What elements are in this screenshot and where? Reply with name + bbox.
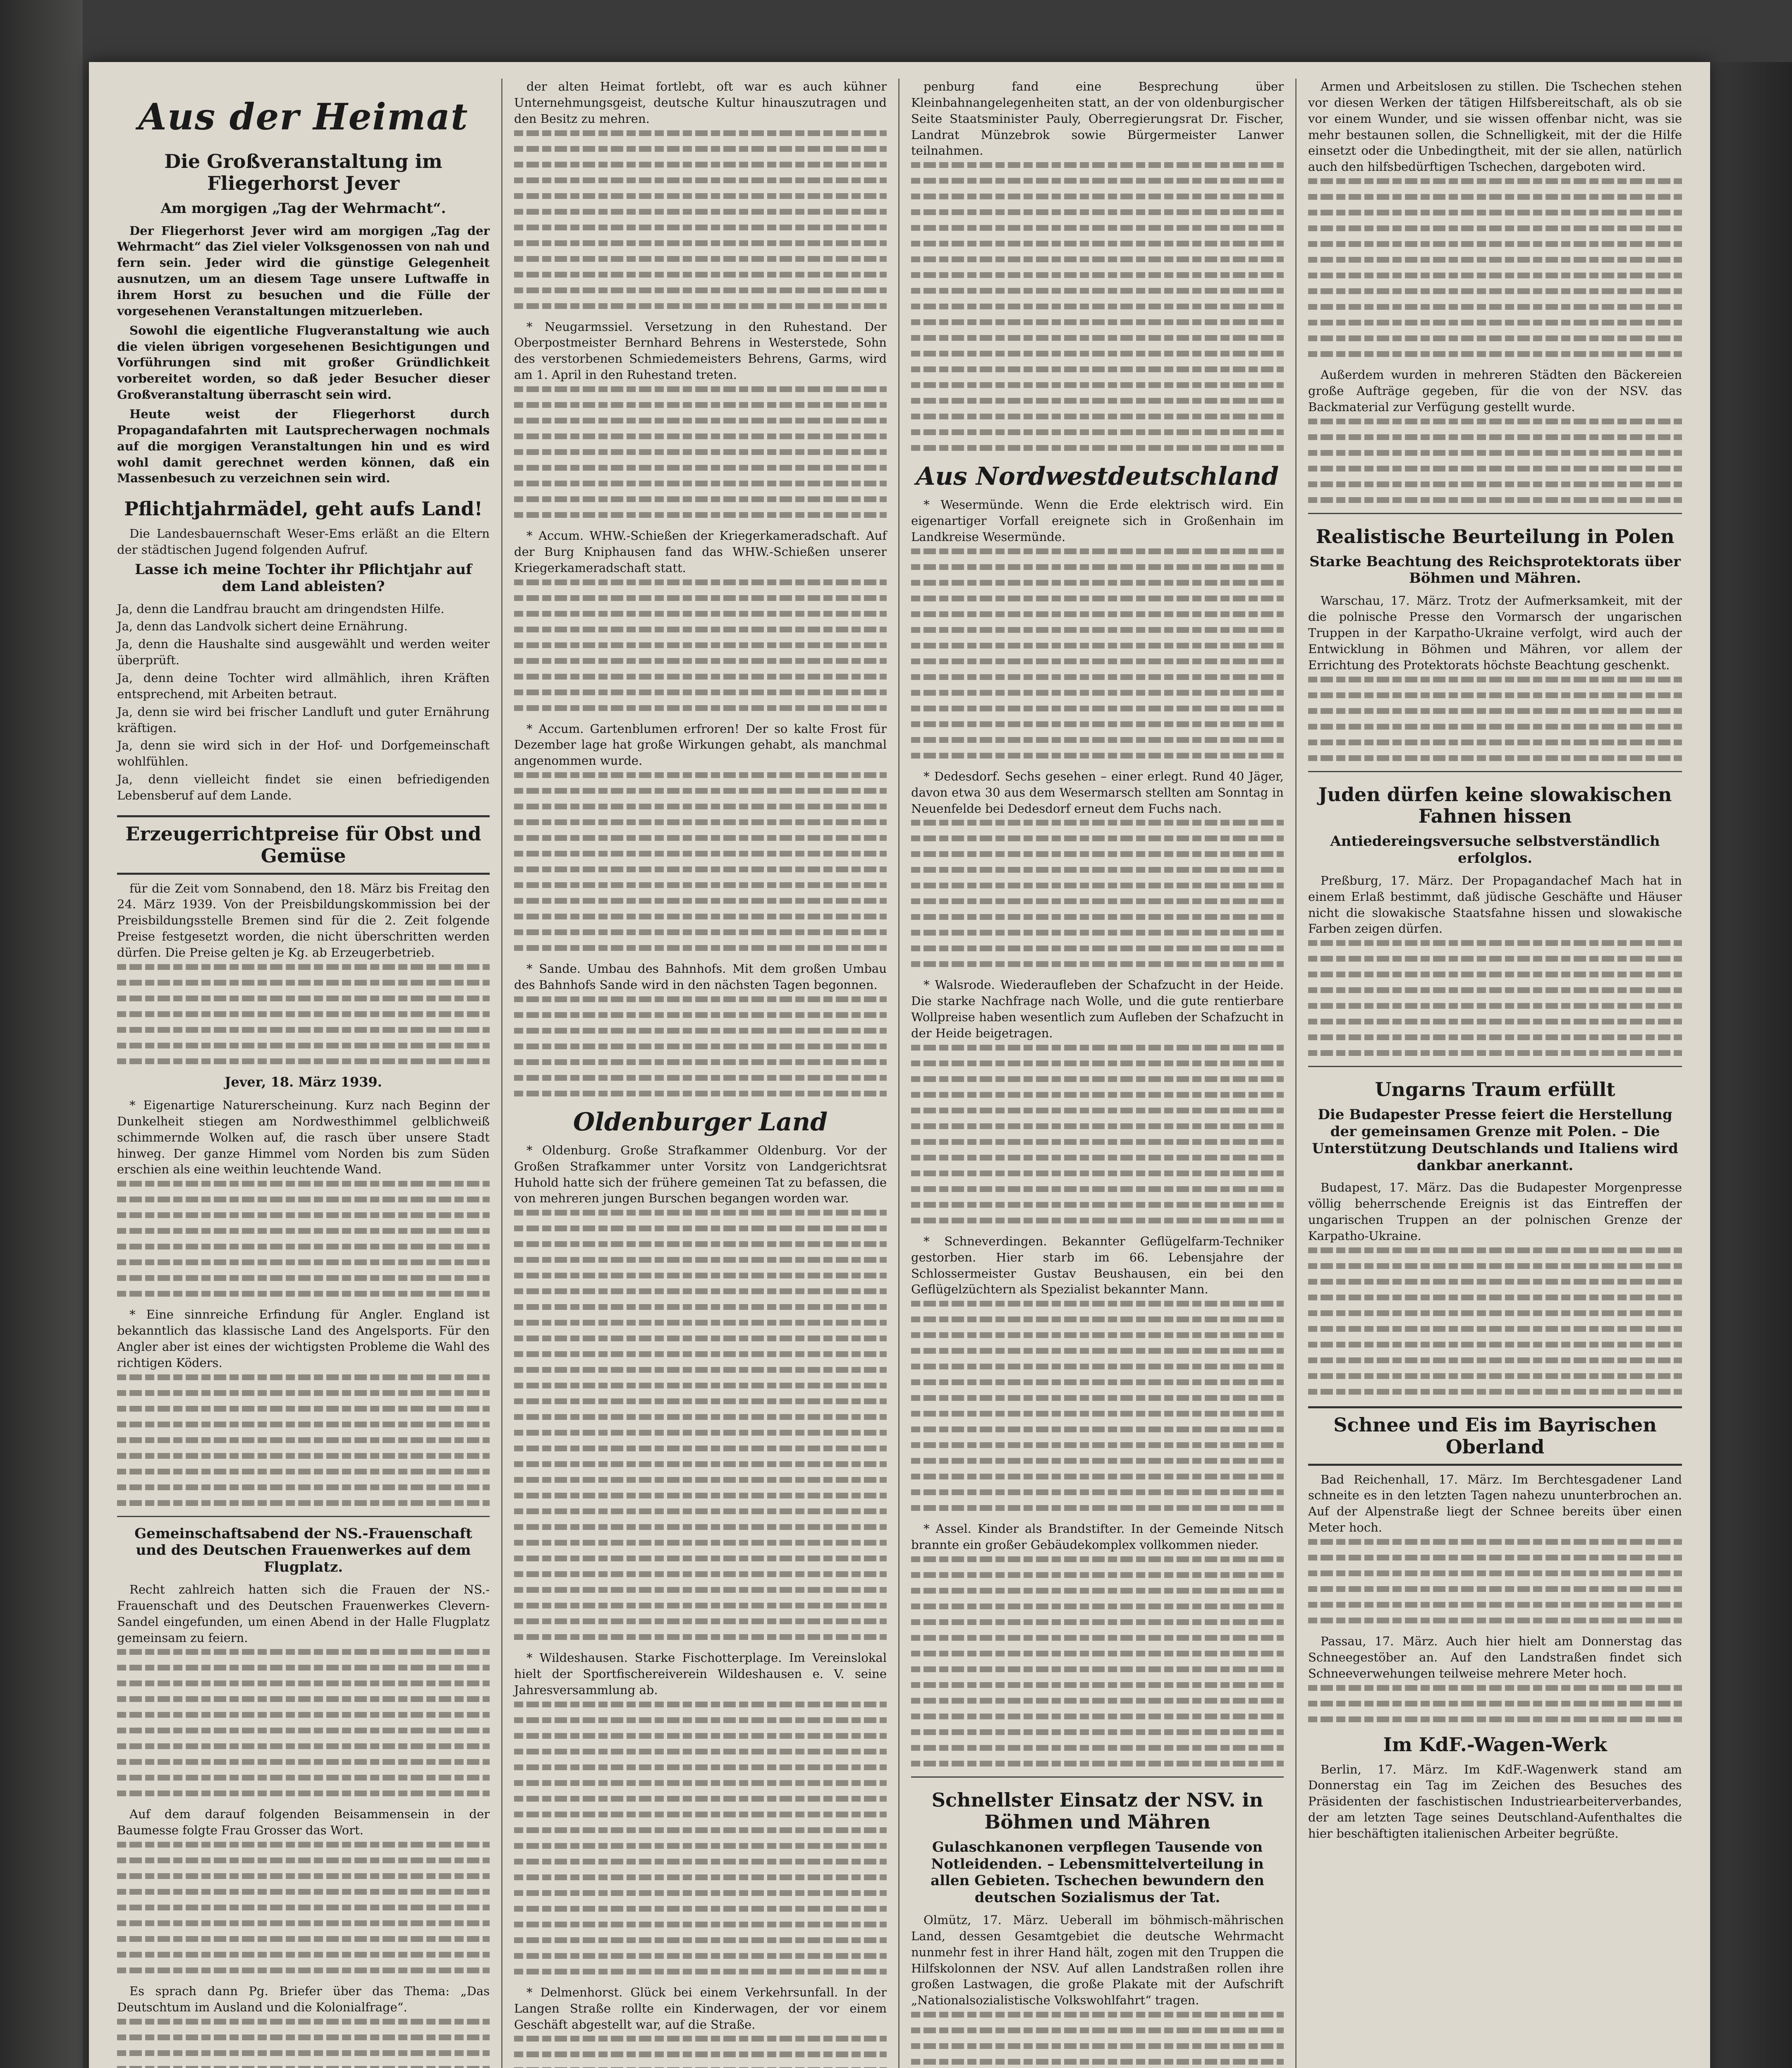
paragraph: * Accum. Gartenblumen erfroren! Der so kalte Frost für Dezember lage hat große Wirkungen gehabt, als manchmal angenommen wurde. [514,721,887,768]
paragraph: * Sande. Umbau des Bahnhofs. Mit dem großen Umbau des Bahnhofs Sande wird in den nächsten Tagen begonnen. [514,962,887,992]
headline: Die Großveranstaltung im Fliegerhorst Jever [164,150,443,194]
scan-shadow [1710,62,1792,2068]
divider [117,1516,490,1517]
section-headline: Aus Nordwestdeutschland [916,462,1279,491]
headline: Schnee und Eis im Bayrischen Oberland [1308,1406,1682,1466]
scan-edge [0,0,83,2068]
paragraph: * Schneverdingen. Bekannter Geflügelfarm-Techniker gestorben. Hier starb im 66. Lebensjahre der Schlossermeister Gustav Beushausen, ein bei den Geflügelzüchtern als Spezialist bekannter Mann. [911,1234,1284,1297]
headline: Schnellster Einsatz der NSV. in Böhmen und Mähren [931,1789,1263,1833]
paragraph: Recht zahlreich hatten sich die Frauen der NS.-Frauenschaft und des Deutschen Frauenwerkes Clevern-Sandel eingefunden, um einen Abend in der Halle Flugplatz gemeinsam zu feiern. [117,1582,490,1645]
paragraph: Preßburg, 17. März. Der Propagandachef Mach hat in einem Erlaß bestimmt, daß jüdische Geschäfte und Häuser nicht die slowakische Staatsfahne hissen und slowakische Farben zeigen dürfen. [1308,873,1682,936]
text-block [911,1301,1284,1511]
subheadline: Antiedereingsversuche selbstverständlich erfolglos. [1330,833,1660,867]
paragraph: Außerdem wurden in mehreren Städten den Bäckereien große Aufträge gegeben, für die von der NSV. das Backmaterial zur Verfügung gestellt wurde. [1308,368,1682,414]
headline: Juden dürfen keine slowakischen Fahnen hissen [1318,783,1672,828]
paragraph: * Wesermünde. Wenn die Erde elektrisch wird. Ein eigenartiger Vorfall ereignete sich in Großenhain im Landkreise Wesermünde. [911,498,1284,544]
paragraph: * Accum. WHW.-Schießen der Kriegerkameradschaft. Auf der Burg Kniphausen fand das WHW.-Schießen unserer Kriegerkameradschaft statt. [514,529,887,575]
paragraph: * Oldenburg. Große Strafkammer Oldenburg. Vor der Großen Strafkammer unter Vorsitz von Landgerichtsrat Huhold hatte sich der frühere gemeinen Tat zu befassen, die von mehreren jungen Burschen begangen worden war. [514,1143,887,1206]
paragraph: * Neugarmssiel. Versetzung in den Ruhestand. Der Oberpostmeister Bernhard Behrens in Westerstede, Sohn des verstorbenen Schmiedemeisters Behrens, Garms, wird am 1. April in den Ruhestand treten. [514,319,887,382]
paragraph: Auf dem darauf folgenden Beisammensein in der Baumesse folgte Frau Grosser das Wort. [117,1807,490,1838]
subheadline: Die Budapester Presse feiert die Herstellung der gemeinsamen Grenze mit Polen. – Die Unterstützung Deutschlands und Italiens wird dankbar anerkannt. [1312,1106,1678,1174]
paragraph: Bad Reichenhall, 17. März. Im Berchtesgadener Land schneite es in den letzten Tagen nahezu ununterbrochen an. Auf der Alpenstraße liegt der Schnee bereits über einen Meter hoch. [1308,1472,1682,1535]
paragraph: * Wildeshausen. Starke Fischotterplage. Im Vereinslokal hielt der Sportfischereiverein Wildeshausen e. V. seine Jahresversammlung ab. [514,1651,887,1697]
paragraph: für die Zeit vom Sonnabend, den 18. März bis Freitag den 24. März 1939. Von der Preisbildungskommission bei der Preisbildungsstelle Bremen sind für die 2. Zeit folgende Preise festgesetzt worden, die nicht überschritten werden dürfen. Die Preise gelten je Kg. ab Erzeugerbetrieb. [117,881,490,960]
subheadline: Am morgigen „Tag der Wehrmacht“. [160,200,446,217]
section-headline: Oldenburger Land [573,1107,828,1137]
paragraph: penburg fand eine Besprechung über Kleinbahnangelegenheiten statt, an der von oldenburgischer Seite Staatsminister Pauly, Oberregierungsrat Dr. Fischer, Landrat Münzebrok sowie Bürgermeister Lanwer teilnahmen. [911,79,1284,158]
text-block [911,548,1284,759]
paragraph: Es sprach dann Pg. Briefer über das Thema: „Das Deutschtum im Ausland und die Kolonialfrage“. [117,1984,490,2015]
paragraph: Sowohl die eigentliche Flugveranstaltung wie auch die vielen übrigen vorgesehenen Besichtigungen und Vorführungen sind mit großer Gründlichkeit vorbereitet worden, so daß jeder Besucher dieser Großveranstaltung überrascht sein wird. [117,323,490,402]
paragraph: Warschau, 17. März. Trotz der Aufmerksamkeit, mit der die polnische Presse den Vormarsch der ungarischen Truppen in der Karpatho-Ukraine verfolgt, wird auch der Entwicklung in Böhmen und Mähren, vor allem der Errichtung des Protektorats höchste Beachtung geschenkt. [1308,594,1682,672]
list-item: Ja, denn sie wird bei frischer Landluft und guter Ernährung kräftigen. [117,704,490,735]
text-block [514,386,887,518]
paragraph: der alten Heimat fortlebt, oft war es auch kühner Unternehmungsgeist, deutsche Kultur hinauszutragen und den Besitz zu mehren. [514,79,887,126]
paragraph: * Delmenhorst. Glück bei einem Verkehrsunfall. In der Langen Straße rollte ein Kinderwagen, der vor einem Geschäft abgestellt war, auf die Straße. [514,1985,887,2032]
column-1 [105,79,502,2068]
paragraph: * Dedesdorf. Sechs gesehen – einer erlegt. Rund 40 Jäger, davon etwa 30 aus dem Wesermarsch stellten am Sonntag in Neuenfelde bei Dedesdorf erneut dem Fuchs nach. [911,769,1284,816]
columns [105,79,1694,2068]
column-4 [1297,79,1694,2068]
headline: Im KdF.-Wagen-Werk [1383,1733,1607,1756]
column-2 [502,79,900,2068]
paragraph: Budapest, 17. März. Das die Budapester Morgenpresse völlig beherrschende Ereignis ist das Eintreffen der ungarischen Truppen an der polnischen Grenze der Karpatho-Ukraine. [1308,1180,1682,1243]
text-block [1308,1539,1682,1623]
headline: Realistische Beurteilung in Polen [1316,525,1675,548]
newspaper-page [89,62,1710,2068]
headline: Pflichtjahrmädel, geht aufs Land! [124,498,483,520]
paragraph: Berlin, 17. März. Im KdF.-Wagenwerk stand am Donnerstag ein Tag im Zeichen des Besuches des Präsidenten der faschistischen Industriearbeiterverbandes, der am letzten Tage seines Deutschland-Aufenthaltes die hier beschäftigten italienischen Arbeiter begrüßte. [1308,1762,1682,1841]
paragraph: * Eigenartige Naturerscheinung. Kurz nach Beginn der Dunkelheit stiegen am Nordwesthimmel gelblichweiß schimmernde Wolken auf, die rasch über unsere Stadt hinweg. Der ganze Himmel vom Norden bis zum Süden erschien als eine weithin leuchtende Wand. [117,1098,490,1177]
headline: Ungarns Traum erfüllt [1375,1078,1615,1101]
text-block [1308,1247,1682,1395]
paragraph: * Walsrode. Wiederaufleben der Schafzucht in der Heide. Die starke Nachfrage nach Wolle, und die gute rentierbare Wollpreise haben wesentlich zum Aufleben der Schafzucht in der Heide beigetragen. [911,978,1284,1041]
text-block [514,1210,887,1640]
text-block [117,2019,490,2068]
list-item: Ja, denn vielleicht findet sie einen befriedigenden Lebensberuf auf dem Lande. [117,772,490,802]
paragraph: * Eine sinnreiche Erfindung für Angler. England ist bekanntlich das klassische Land des Angelsports. Für den Angler aber ist eines der wichtigsten Probleme die Wahl des richtigen Köders. [117,1307,490,1370]
text-block [514,2036,887,2068]
list [117,601,490,804]
list-item: Ja, denn sie wird sich in der Hof- und Dorfgemeinschaft wohlfühlen. [117,738,490,769]
divider [1308,513,1682,514]
list-item: Ja, denn die Landfrau braucht am dringendsten Hilfe. [117,601,445,616]
list-item: Ja, denn die Haushalte sind ausgewählt und werden weiter überprüft. [117,637,490,668]
dateline: Jever, 18. März 1939. [225,1074,382,1090]
text-block [117,1374,490,1506]
subheadline: Lasse ich meine Tochter ihr Pflichtjahr auf dem Land ableisten? [134,561,472,595]
text-block [911,820,1284,967]
text-block [514,772,887,951]
paragraph: * Assel. Kinder als Brandstifter. In der Gemeinde Nitsch brannte ein großer Gebäudekomplex vollkommen nieder. [911,1522,1284,1552]
text-block [1308,1685,1682,1722]
text-block [911,162,1284,451]
text-block [1308,178,1682,357]
text-block [1308,677,1682,761]
text-block [117,1842,490,1973]
text-block [514,579,887,711]
text-block [911,1045,1284,1223]
text-block [1308,940,1682,1056]
text-block [1308,419,1682,503]
subheadline: Starke Beachtung des Reichsprotektorats über Böhmen und Mähren. [1309,553,1681,587]
text-block [117,1181,490,1297]
column-3 [900,79,1297,2068]
paragraph: Passau, 17. März. Auch hier hielt am Donnerstag das Schneegestöber an. Auf den Landstraßen findet sich Schneeverwehungen teilweise mehrere Meter hoch. [1308,1634,1682,1680]
text-block [514,130,887,309]
headline: Erzeugerrichtpreise für Obst und Gemüse [117,815,490,875]
paragraph: Die Landesbauernschaft Weser-Ems erläßt an die Eltern der städtischen Jugend folgenden Aufruf. [117,527,490,557]
list-item: Ja, denn das Landvolk sichert deine Ernährung. [117,619,408,634]
divider [911,1776,1284,1778]
text-block [117,964,490,1064]
list-item: Ja, denn deine Tochter wird allmählich, ihren Kräften entsprechend, mit Arbeiten betraut. [117,670,490,701]
subheadline: Gulaschkanonen verpflegen Tausende von Notleidenden. – Lebensmittelverteilung in allen Gebieten. Tschechen bewundern den deutschen Sozialismus der Tat. [931,1838,1264,1906]
divider [1308,1066,1682,1067]
paragraph: Heute weist der Fliegerhorst durch Propagandafahrten mit Lautsprecherwagen nochmals auf die morgigen Veranstaltungen hin und es wird wohl damit gerechnet werden können, daß ein Massenbesuch zu verzeichnen sein wird. [117,407,490,486]
text-block [514,996,887,1096]
paragraph: Olmütz, 17. März. Ueberall im böhmisch-mährischen Land, dessen Gesamtgebiet die deutsche Wehrmacht nunmehr fest in ihrer Hand hält, zogen mit den Truppen die Hilfskolonnen der NSV. Auf allen Landstraßen rollen ihre großen Lastwagen, die große Plakate mit der Aufschrift „Nationalsozialistische Volkswohlfahrt“ tragen. [911,1913,1284,2008]
text-block [514,1702,887,1975]
paragraph: Der Fliegerhorst Jever wird am morgigen „Tag der Wehrmacht“ das Ziel vieler Volksgenossen von nah und fern sein. Jeder wird die günstige Gelegenheit ausnutzen, um an diesem Tage unsere Luftwaffe in ihrem Horst zu besuchen und die Fülle der vorgesehenen Veranstaltungen mitzuerleben. [117,223,490,318]
text-block [117,1649,490,1796]
headline: Gemeinschaftsabend der NS.-Frauenschaft und des Deutschen Frauenwerkes auf dem Flugplatz. [134,1525,472,1576]
paragraph: Armen und Arbeitslosen zu stillen. Die Tschechen stehen vor diesen Werken der tätigen Hilfsbereitschaft, als ob sie vor einem Wunder, und sie wissen offenbar nicht, was sie mehr bestaunen sollen, die Schnelligkeit, mit der die Hilfe einsetzt oder die Unbedingtheit, mit der sie allen, natürlich auch den hilfsbedürftigen Tschechen, dargeboten wird. [1308,79,1682,174]
section-masthead: Aus der Heimat [138,95,469,138]
text-block [911,1556,1284,1766]
divider [1308,771,1682,772]
text-block [911,2012,1284,2068]
